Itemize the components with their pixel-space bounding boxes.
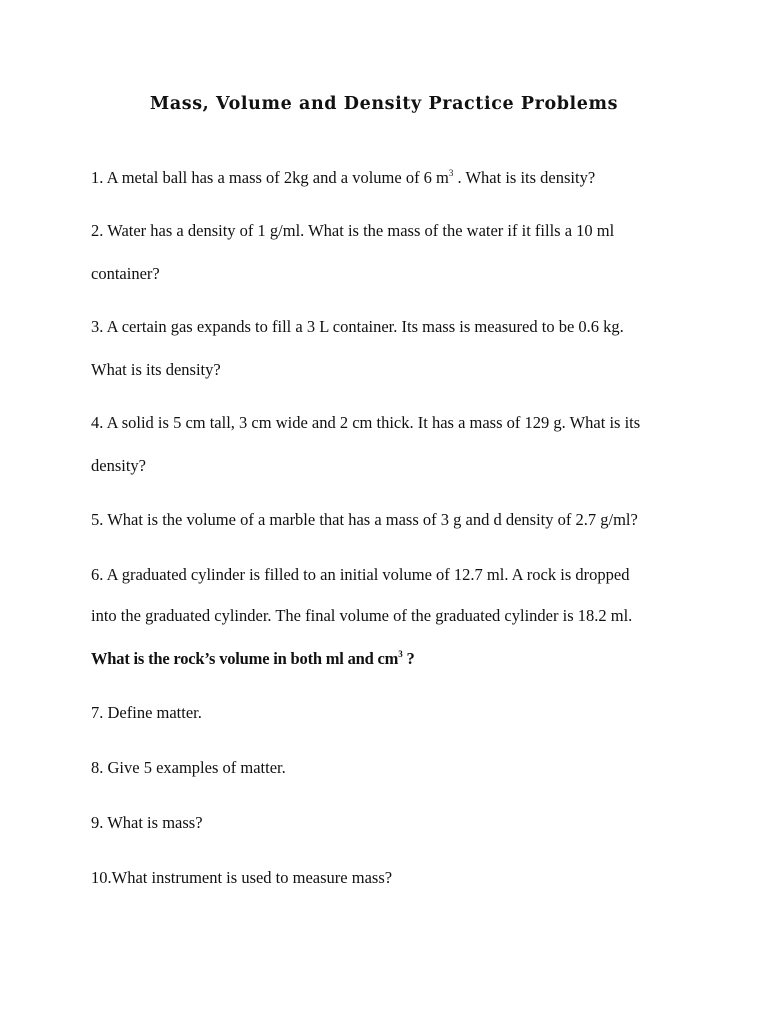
question-9: 9. What is mass? (91, 813, 203, 832)
question-1 (91, 168, 595, 188)
question-1-text: 1. A metal ball has a mass of 2kg and a volume of 6 m (91, 168, 449, 187)
question-2-line-1: 2. Water has a density of 1 g/ml. What is the mass of the water if it fills a 10 ml (91, 221, 615, 240)
question-6-line-2: into the graduated cylinder. The final volume of the graduated cylinder is 18.2 ml. (91, 606, 633, 625)
question-2-line-2: container? (91, 264, 160, 283)
question-5: 5. What is the volume of a marble that has a mass of 3 g and d density of 2.7 g/ml? (91, 510, 638, 529)
question-10: 10.What instrument is used to measure mass? (91, 868, 393, 887)
question-6-line-3-end: ? (402, 649, 415, 668)
question-1-superscript: 3 (448, 168, 454, 178)
question-4-line-1: 4. A solid is 5 cm tall, 3 cm wide and 2 cm thick. It has a mass of 129 g. What is its (91, 413, 641, 432)
question-6-superscript: 3 (398, 649, 403, 659)
question-7: 7. Define matter. (91, 703, 202, 722)
question-6-line-1: 6. A graduated cylinder is filled to an initial volume of 12.7 ml. A rock is dropped (91, 565, 630, 584)
worksheet-title: Mass, Volume and Density Practice Problems (149, 94, 619, 114)
question-3-line-2: What is its density? (91, 360, 221, 379)
question-4-line-2: density? (91, 456, 146, 475)
question-6-line-3-text: What is the rock’s volume in both ml and cm (91, 649, 399, 668)
question-8: 8. Give 5 examples of matter. (91, 758, 286, 777)
question-3-line-1: 3. A certain gas expands to fill a 3 L container. Its mass is measured to be 0.6 kg. (91, 317, 624, 336)
question-1-text-end: . What is its density? (453, 168, 596, 187)
question-6-line-3 (91, 649, 415, 669)
